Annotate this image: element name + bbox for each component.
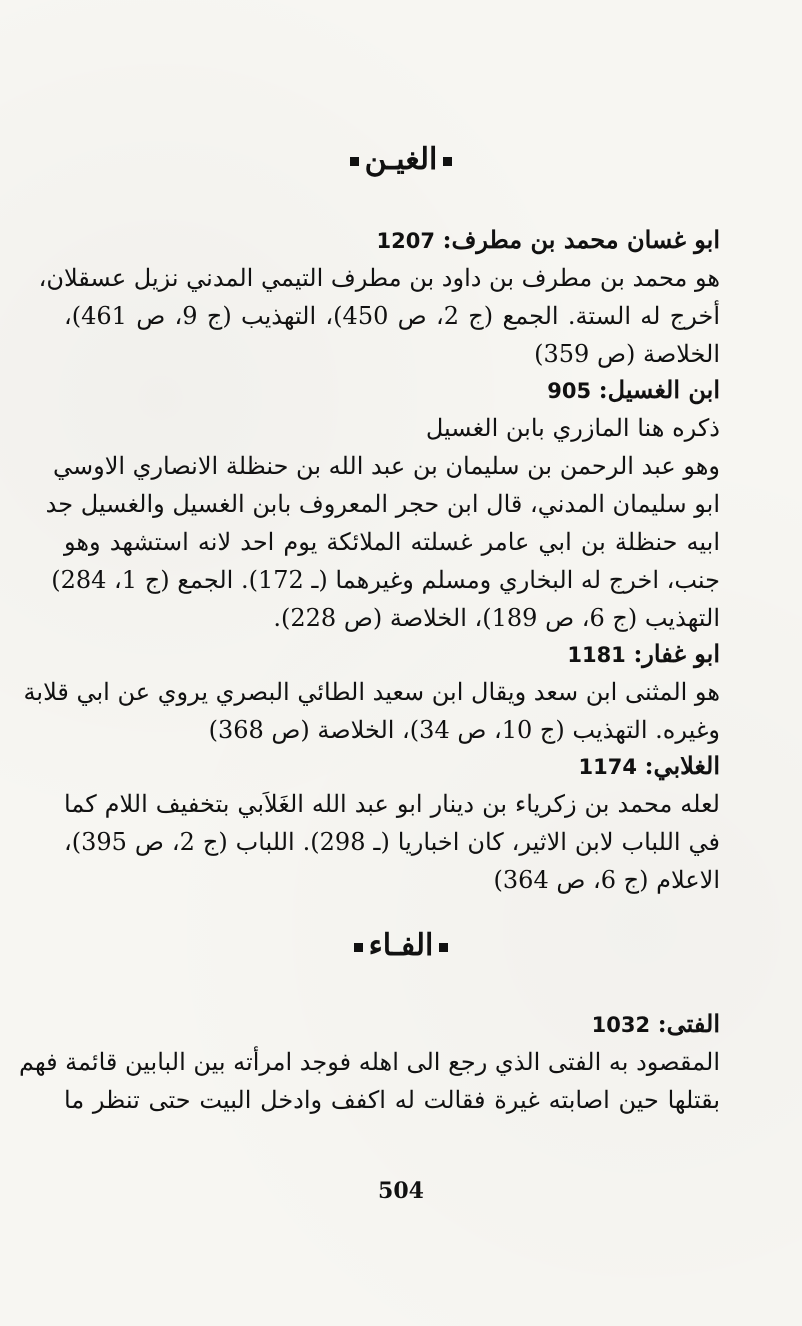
entry-line: هو محمد بن مطرف بن داود بن مطرف التيمي المدني نزيل عسقلان، [38,264,720,292]
square-bullet-icon [443,157,452,166]
page-number: 504 [378,1178,424,1204]
entry-line: التهذيب (ج 6، ص 189)، الخلاصة (ص 228). [273,604,720,632]
entry-title: الفتى: [657,1009,720,1038]
entry-line: بقتلها حين اصابته غيرة فقالت له اكفف وادخل البيت حتى تنظر ما [64,1086,720,1114]
square-bullet-icon [439,943,448,952]
entry-line: ذكره هنا المازري بابن الغسيل [425,414,720,442]
square-bullet-icon [354,943,363,952]
section-heading-fa [0,928,802,963]
entry-number: 905 [547,379,592,403]
entry-number: 1032 [591,1013,651,1037]
entry-line: هو المثنى ابن سعد ويقال ابن سعيد الطائي البصري يروي عن ابي قلابة [23,678,720,706]
entry-heading [64,222,720,259]
square-bullet-icon [350,157,359,166]
entry-number: 1207 [376,229,435,253]
entry-line: في اللباب لابن الاثير، كان اخباريا (ـ 298). اللباب (ج 2، ص 395)، [64,828,720,856]
entry-line: لعله محمد بن زكرياء بن دينار ابو عبد الله الغَلاَبي بتخفيف اللام كما [64,790,720,818]
section-title-fa: الفـاء [368,928,434,963]
entry-title: ابو غسان محمد بن مطرف: [442,225,720,254]
entry-number: 1174 [578,755,637,779]
entry-title: ابن الغسيل: [598,375,720,404]
entry-heading [64,372,720,409]
entry-line: الاعلام (ج 6، ص 364) [493,866,720,894]
entry-line: جنب، اخرج له البخاري ومسلم وغيرهما (ـ 172). الجمع (ج 1، 284) [51,566,720,594]
entry-line: أخرج له الستة. الجمع (ج 2، ص 450)، التهذيب (ج 9، ص 461)، [64,302,720,330]
entry-heading [64,636,720,673]
entry-title: ابو غفار: [633,639,720,668]
entry-heading [64,1006,720,1043]
entry-line: الخلاصة (ص 359) [534,340,720,368]
entry-heading [64,748,720,785]
entry-line: المقصود به الفتى الذي رجع الى اهله فوجد امرأته بين البابين قائمة فهم [19,1048,720,1076]
entry-number: 1181 [567,643,626,667]
entry-line: ابو سليمان المدني، قال ابن حجر المعروف بابن الغسيل والغسيل جد [45,490,720,518]
section-title-ghain: الغيـن [364,142,438,177]
entry-line: ابيه حنظلة بن ابي عامر غسلته الملائكة يوم احد لانه استشهد وهو [64,528,720,556]
entry-line: وغيره. التهذيب (ج 10، ص 34)، الخلاصة (ص 368) [208,716,720,744]
section-heading-ghain [0,142,802,177]
entry-title: الغلابي: [644,751,720,780]
entry-line: وهو عبد الرحمن بن سليمان بن عبد الله بن حنظلة الانصاري الاوسي [52,452,720,480]
